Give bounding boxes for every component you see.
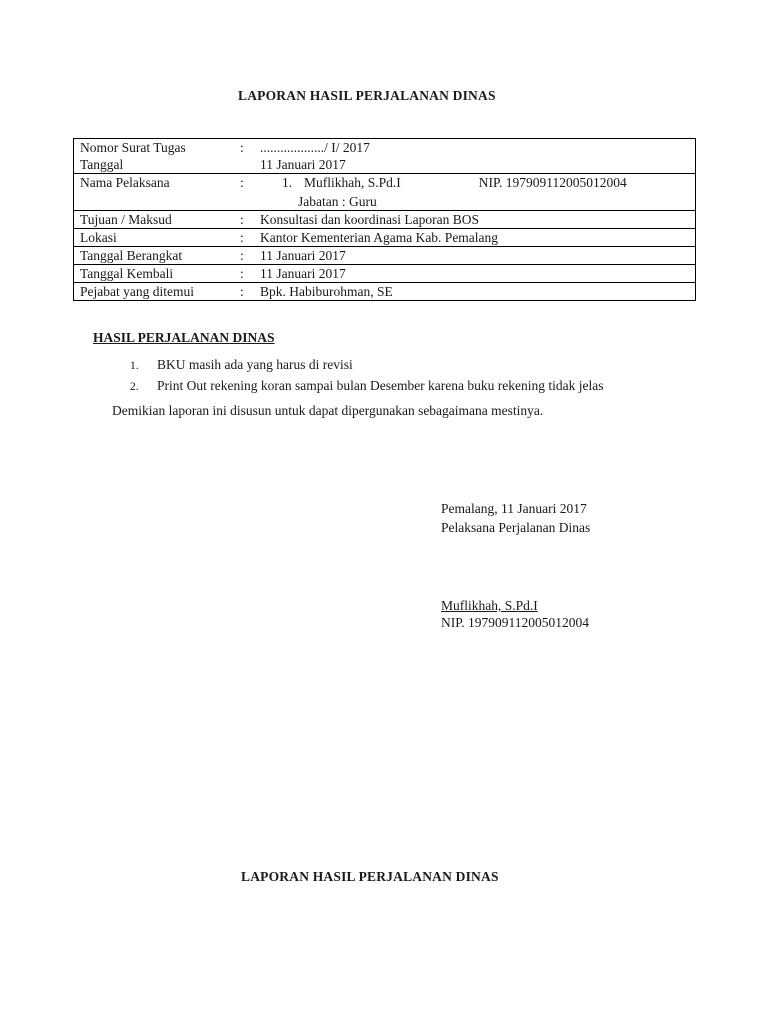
signature-role: Pelaksana Perjalanan Dinas — [441, 520, 591, 535]
kembali-colon: : — [240, 266, 244, 281]
tanggal-value: 11 Januari 2017 — [260, 157, 346, 172]
tujuan-label: Tujuan / Maksud — [80, 212, 172, 227]
nomor-surat-colon: : — [240, 140, 244, 155]
list-item-text: BKU masih ada yang harus di revisi — [157, 357, 353, 372]
travel-info-table — [73, 138, 696, 301]
nomor-surat-value: .................../ I/ 2017 — [260, 140, 370, 155]
tanggal-label: Tanggal — [80, 157, 124, 172]
signature-name: Muflikhah, S.Pd.I — [441, 598, 538, 613]
kembali-value: 11 Januari 2017 — [260, 266, 346, 281]
tujuan-colon: : — [240, 212, 244, 227]
pelaksana-label: Nama Pelaksana — [80, 175, 170, 190]
pelaksana-nip: NIP. 197909112005012004 — [478, 175, 627, 190]
list-item — [130, 376, 604, 397]
pelaksana-number: 1. — [282, 175, 293, 190]
kembali-label: Tanggal Kembali — [80, 266, 174, 281]
lokasi-colon: : — [240, 230, 244, 245]
pejabat-label: Pejabat yang ditemui — [80, 284, 194, 299]
lokasi-value: Kantor Kementerian Agama Kab. Pemalang — [260, 230, 499, 245]
list-item-number: 2. — [130, 381, 139, 393]
berangkat-label: Tanggal Berangkat — [80, 248, 183, 263]
pelaksana-name: Muflikhah, S.Pd.I — [304, 175, 401, 190]
signature-place-date: Pemalang, 11 Januari 2017 — [441, 501, 587, 516]
footer-title: LAPORAN HASIL PERJALANAN DINAS — [241, 869, 499, 884]
list-item — [130, 355, 604, 376]
pelaksana-jabatan: Jabatan : Guru — [298, 194, 377, 209]
berangkat-colon: : — [240, 248, 244, 263]
list-item-number: 1. — [130, 360, 139, 372]
pelaksana-value — [254, 174, 696, 211]
signature-nip: NIP. 197909112005012004 — [441, 615, 590, 630]
lokasi-label: Lokasi — [80, 230, 117, 245]
pelaksana-colon: : — [240, 175, 244, 190]
berangkat-value: 11 Januari 2017 — [260, 248, 346, 263]
nomor-surat-label: Nomor Surat Tugas — [80, 140, 186, 155]
pejabat-value: Bpk. Habiburohman, SE — [260, 284, 393, 299]
closing-statement: Demikian laporan ini disusun untuk dapat dipergunakan sebagaimana mestinya. — [112, 403, 544, 418]
pejabat-colon: : — [240, 284, 244, 299]
hasil-heading: HASIL PERJALANAN DINAS — [93, 330, 275, 345]
tujuan-value: Konsultasi dan koordinasi Laporan BOS — [260, 212, 479, 227]
report-title: LAPORAN HASIL PERJALANAN DINAS — [238, 88, 496, 103]
findings-list — [130, 355, 604, 397]
list-item-text: Print Out rekening koran sampai bulan Desember karena buku rekening tidak jelas — [157, 378, 604, 393]
